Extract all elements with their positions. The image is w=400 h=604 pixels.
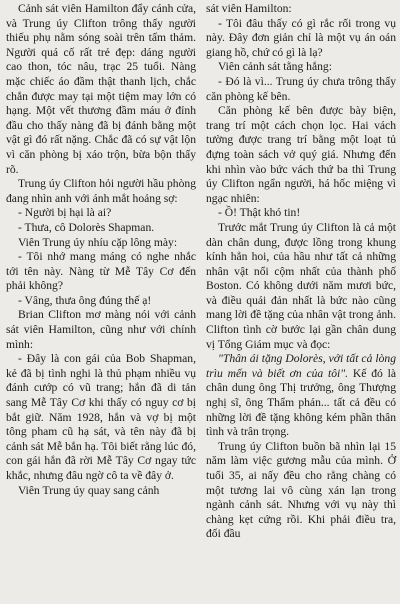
paragraph: Trung úy Clifton hỏi người hầu phòng đang nhìn anh với ánh mắt hoảng sợ: bbox=[6, 177, 196, 205]
paragraph: Brian Clifton mơ màng nói với cảnh sát viên Hamilton, cũng như với chính mình: bbox=[6, 308, 196, 351]
paragraph: Viên Trung úy quay sang cảnh bbox=[18, 483, 160, 497]
paragraph: Viên cảnh sát tằng hắng: bbox=[218, 60, 332, 74]
paragraph-with-quote bbox=[206, 352, 396, 440]
dialog-line: - Vâng, thưa ông đúng thế ạ! bbox=[18, 293, 152, 307]
paragraph: Căn phòng kế bên được bày biện, trang trí một cách chọn lọc. Hai vách tường được trang trí bằng một loạt tủ đựng toàn sách vở quý giá. Nhưng đến khi nhìn vào bức vách thứ ba thì Trung úy Clifton ngẩn người, há hốc miệng vì ngạc nhiên: bbox=[206, 104, 396, 205]
right-column bbox=[206, 2, 396, 602]
paragraph: Viên Trung úy nhíu cặp lông mày: bbox=[18, 235, 178, 249]
left-column bbox=[6, 2, 196, 602]
dialog-line: - Đó là vì... Trung úy chưa trông thấy căn phòng kế bên. bbox=[206, 74, 396, 103]
dialog-line: - Thưa, cô Dolorès Shapman. bbox=[18, 220, 155, 234]
paragraph: Trung úy Clifton buồn bã nhìn lại 15 năm làm việc gương mẫu của mình. Ở tuổi 35, ai nấy đều cho rằng chàng có một tương lai vô cùng xán lạn trong ngành cảnh sát. Nhưng với vụ này thì chàng kẹt cứng rồi. Khi phải điều tra, đối đầu bbox=[206, 439, 396, 541]
dialog-line: - Tôi đâu thấy có gì rắc rối trong vụ này. Đây đơn giản chỉ là một vụ án oán giang hồ, chứ có gì là lạ? bbox=[206, 16, 396, 59]
dedication-quote: "Thân ái tặng Dolorès, với tất cả lòng trìu mến và biết ơn của tôi". bbox=[206, 352, 396, 380]
quote-continuation: Kế đó là chân dung ông Thị trưởng, ông Thượng nghị sĩ, ông Thẩm phán... tất cả đều có những lời đề tặng không kém phần thân tình và trân trọng. bbox=[206, 366, 396, 439]
dialog-line: - Tôi nhớ mang máng có nghe nhắc tới tên này. Nàng từ Mễ Tây Cơ đến phải không? bbox=[6, 250, 196, 293]
paragraph: Trước mắt Trung úy Clifton là cả một dàn chân dung, được lồng trong khung kính hẳn hoi, của hầu như tất cả những nhân vật nổi cộm nhất của thành phố Boston. Có không dưới năm mươi bức, và điều quái đản nhất là bức nào cũng mang lời đề tặng của nhân vật trong ảnh. Clifton tình cờ bước lại gần chân dung vị Tổng Giám mục và đọc: bbox=[206, 220, 396, 351]
dialog-line: - Ồ! Thật khó tin! bbox=[218, 206, 301, 220]
dialog-line: - Đây là con gái của Bob Shapman, kẻ đã bị tình nghi là thủ phạm nhiều vụ đánh cướp có vũ trang; hắn đã di tản sang Mễ Tây Cơ khi thấy có nguy cơ bị bắt giữ. Năm 1928, hắn và vợ bị một tông pham cũ hạ sát, và tên này đã bị cảnh sát Mễ bắn hạ. Tôi biết rằng lúc đó, con gái hắn đã rời Mễ Tây Cơ ngay tức khắc, nhưng đâu ngờ cô ta về đây ở. bbox=[6, 352, 196, 482]
paragraph: Cảnh sát viên Hamilton đẩy cánh cửa, và Trung úy Clifton trông thấy người thiếu phụ nằm sóng soài trên tấm thảm. Người quá cố rất trẻ đẹp: dáng người cao thon, tóc nâu, trạc 25 tuổi. Nàng mặc chiếc áo đầm thật thanh lịch, chắc chắn được may tại một tiệm may lớn có hạng. Một vết thương đầm máu ở đỉnh đầu cho thấy nàng đã bị đánh bằng một vật gì đó rất nặng. Chắc đã có sự vật lộn vì căn phòng bị xáo trộn, bừa bộn thấy rõ. bbox=[6, 2, 196, 176]
continued-line: sát viên Hamilton: bbox=[206, 2, 292, 15]
dialog-line: - Người bị hại là ai? bbox=[18, 206, 112, 220]
